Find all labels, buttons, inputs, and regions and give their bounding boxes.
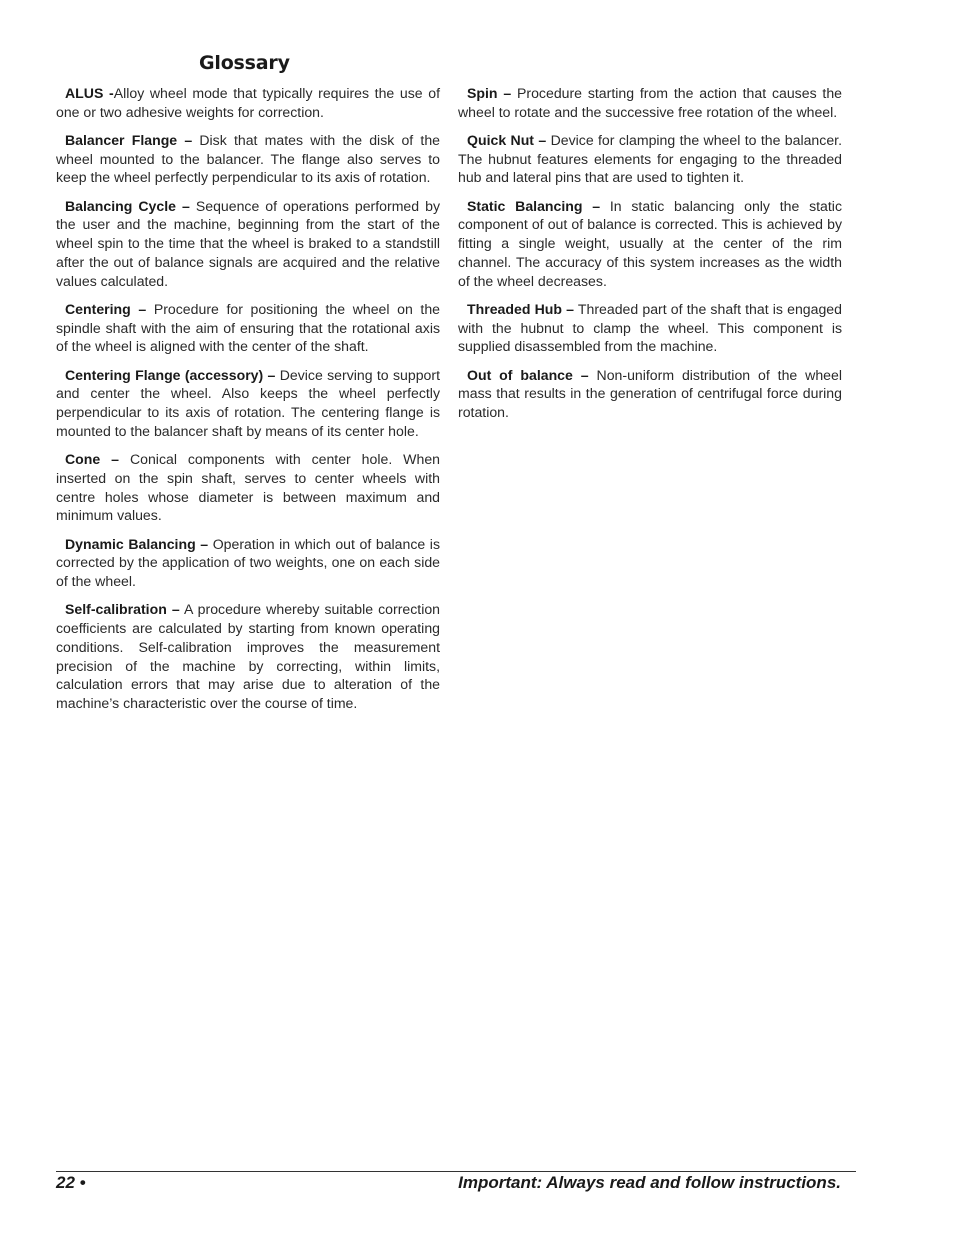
glossary-definition: Disk that mates with the disk of the wheel mounted to the balancer. The flange also serves to keep the wheel perfectly perpendicular to its axis of rotation. xyxy=(56,131,440,186)
glossary-entry xyxy=(56,600,440,713)
glossary-entry xyxy=(56,535,440,591)
glossary-right-column xyxy=(458,84,842,431)
glossary-entry xyxy=(56,450,440,525)
footer-note: Important: Always read and follow instructions. xyxy=(458,1173,841,1192)
glossary-term: Dynamic Balancing – xyxy=(65,535,209,552)
glossary-definition: A procedure whereby suitable correction coefficients are calculated by starting from known operating conditions. Self-calibration improves the measurement precision of the machine by correcting, within limits, calculation errors that may arise due to alteration of the machine’s characteristic over the course of time. xyxy=(56,601,441,712)
glossary-entry xyxy=(56,197,440,291)
glossary-definition: In static balancing only the static component of out of balance is corrected. This is achieved by fitting a single weight, usually at the center of the rim channel. The accuracy of this system increases as the width of the wheel decreases. xyxy=(458,197,842,289)
glossary-entry xyxy=(56,84,440,122)
glossary-term: Out of balance – xyxy=(467,366,589,383)
glossary-term: Centering – xyxy=(65,300,147,317)
glossary-entry xyxy=(458,197,842,291)
glossary-left-column xyxy=(56,84,440,722)
glossary-entry xyxy=(56,300,440,356)
glossary-entry xyxy=(458,366,842,422)
glossary-definition: Operation in which out of balance is corrected by the application of two weights, one on each side of the wheel. xyxy=(56,535,440,590)
glossary-entry xyxy=(458,84,842,122)
glossary-definition: Conical components with center hole. When inserted on the spin shaft, serves to center wheels with centre holes whose diameter is between maximum and minimum values. xyxy=(56,451,440,524)
glossary-term: Balancer Flange – xyxy=(65,131,193,148)
glossary-term: Spin – xyxy=(467,85,512,101)
glossary-entry xyxy=(56,366,440,441)
glossary-definition: Sequence of operations performed by the user and the machine, beginning from the start of the wheel spin to the time that the wheel is braked to a standstill after the out of balance signals are acquired and the relative values calculated. xyxy=(56,197,440,289)
glossary-term: Static Balancing – xyxy=(467,197,601,214)
glossary-entry xyxy=(458,131,842,187)
glossary-entry xyxy=(56,131,440,187)
page-number: 22 • xyxy=(56,1173,86,1192)
glossary-definition: Device serving to support and center the wheel. Also keeps the wheel perfectly perpendicular to its axis of rotation. The centering flange is mounted to the balancer shaft by means of its center hole. xyxy=(56,366,440,439)
glossary-term: ALUS - xyxy=(65,85,114,101)
footer-divider xyxy=(56,1171,856,1172)
glossary-definition: Threaded part of the shaft that is engaged with the hubnut to clamp the wheel. This component is supplied disassembled from the machine. xyxy=(458,300,842,355)
page-title: Glossary xyxy=(199,52,290,74)
glossary-term: Centering Flange (accessory) – xyxy=(65,366,276,383)
glossary-definition: Alloy wheel mode that typically requires the use of one or two adhesive weights for correction. xyxy=(56,85,440,120)
glossary-term: Balancing Cycle – xyxy=(65,197,190,214)
glossary-term: Self-calibration – xyxy=(65,601,180,618)
glossary-term: Quick Nut – xyxy=(467,131,547,148)
glossary-definition: Non-uniform distribution of the wheel mass that results in the generation of centrifugal force during rotation. xyxy=(458,366,842,421)
glossary-entry xyxy=(458,300,842,356)
glossary-term: Cone – xyxy=(65,451,120,468)
glossary-term: Threaded Hub – xyxy=(467,300,574,317)
glossary-definition: Procedure starting from the action that causes the wheel to rotate and the successive free rotation of the wheel. xyxy=(458,85,843,120)
glossary-definition: Procedure for positioning the wheel on the spindle shaft with the aim of ensuring that the rotational axis of the wheel is aligned with the center of the shaft. xyxy=(56,300,440,355)
glossary-definition: Device for clamping the wheel to the balancer. The hubnut features elements for engaging to the threaded hub and lateral pins that are used to tighten it. xyxy=(458,131,842,186)
